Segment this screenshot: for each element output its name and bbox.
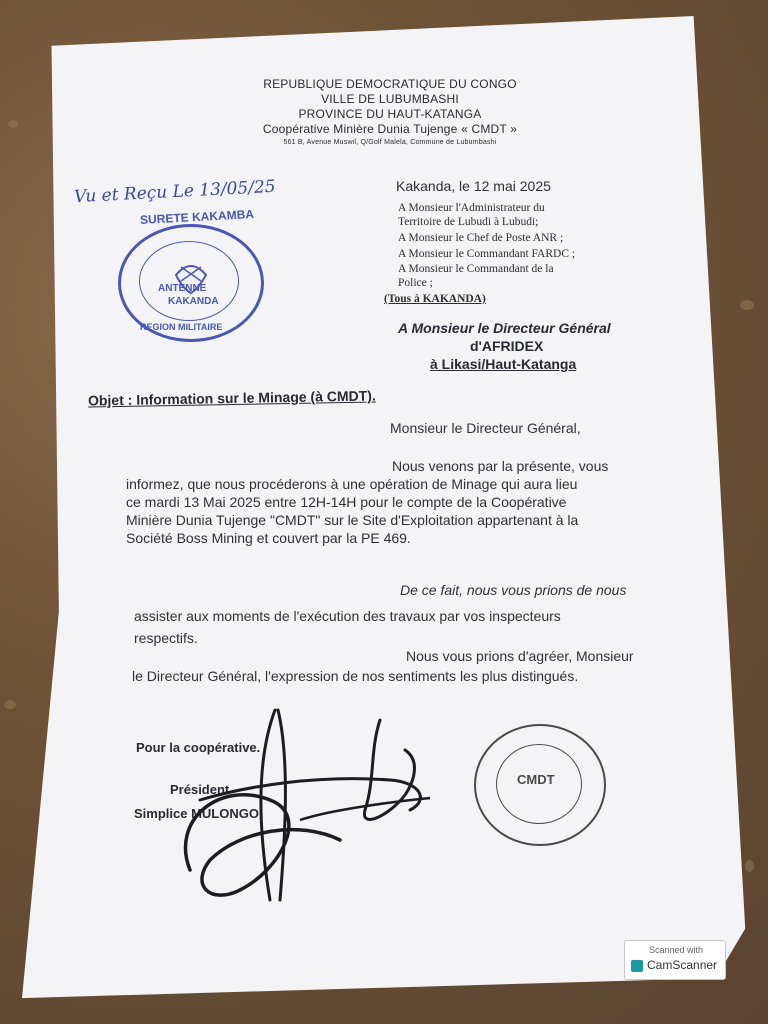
handwritten-receipt-note: Vu et Reçu Le 13/05/25 <box>73 176 277 208</box>
recipient-line3: à Likasi/Haut-Katanga <box>430 356 577 372</box>
camscanner-badge <box>624 940 726 980</box>
paragraph1-line: Nous venons par la présente, vous <box>392 458 609 474</box>
header-cooperative: Coopérative Minière Dunia Tujenge « CMDT » <box>262 122 518 136</box>
recipient-line2: d'AFRIDEX <box>470 338 544 354</box>
paragraph1-line: Société Boss Mining et couvert par la PE 469. <box>126 530 411 546</box>
cc-item-all: (Tous à KAKANDA) <box>384 293 486 305</box>
ground-speck <box>740 300 754 310</box>
paragraph3-line: le Directeur Général, l'expression de nos sentiments les plus distingués. <box>132 668 579 684</box>
cc-item: A Monsieur le Commandant de la <box>398 263 554 275</box>
recipient-line1: A Monsieur le Directeur Général <box>398 320 611 336</box>
cc-item: A Monsieur l'Administrateur du <box>398 202 545 214</box>
cc-item: Police ; <box>398 277 433 289</box>
paragraph1-line: ce mardi 13 Mai 2025 entre 12H-14H pour le compte de la Coopérative <box>126 494 567 510</box>
salutation: Monsieur le Directeur Général, <box>390 420 581 436</box>
camscanner-logo-icon <box>631 960 643 972</box>
stamp-top-text: SURETE KAKAMBA <box>139 207 255 227</box>
paragraph1-line: informez, que nous procéderons à une opération de Minage qui aura lieu <box>126 476 578 492</box>
badge-line1: Scanned with <box>649 945 704 955</box>
date-line: Kakanda, le 12 mai 2025 <box>396 178 551 194</box>
badge-line2: CamScanner <box>647 958 718 972</box>
signatory-name: Simplice MULONGO <box>134 806 259 821</box>
ground-speck <box>8 120 18 128</box>
cc-item: A Monsieur le Chef de Poste ANR ; <box>398 232 564 244</box>
header-province: PROVINCE DU HAUT-KATANGA <box>298 107 482 121</box>
cmdt-stamp-text: CMDT <box>517 772 555 787</box>
subject-line: Objet : Information sur le Minage (à CMDT). <box>87 387 376 409</box>
stamp-lower-text: ANTENNE <box>158 283 207 294</box>
ground-speck <box>745 860 754 872</box>
handwritten-signature <box>160 690 480 930</box>
ground-speck <box>4 700 16 709</box>
stamp-bottom-text: REGION MILITAIRE <box>140 322 223 332</box>
stamp-center-text: KAKANDA <box>168 296 219 307</box>
header-address: 561 B, Avenue Muswil, Q/Golf Malela, Commune de Lubumbashi <box>283 139 497 146</box>
paragraph2-line: respectifs. <box>134 630 198 646</box>
cc-item: A Monsieur le Commandant FARDC ; <box>398 248 576 260</box>
signatory-title: Président <box>170 782 230 797</box>
paragraph2-line: De ce fait, nous vous prions de nous <box>400 582 627 598</box>
paragraph1-line: Minière Dunia Tujenge "CMDT" sur le Site d'Exploitation appartenant à la <box>126 512 579 528</box>
cc-item: Territoire de Lubudi à Lubudi; <box>398 216 539 228</box>
paragraph3-line: Nous vous prions d'agréer, Monsieur <box>406 648 634 664</box>
paragraph2-line: assister aux moments de l'exécution des travaux par vos inspecteurs <box>134 608 561 624</box>
header-city: VILLE DE LUBUMBASHI <box>321 92 459 106</box>
header-country: REPUBLIQUE DEMOCRATIQUE DU CONGO <box>263 77 517 91</box>
signature-for: Pour la coopérative. <box>136 740 261 755</box>
